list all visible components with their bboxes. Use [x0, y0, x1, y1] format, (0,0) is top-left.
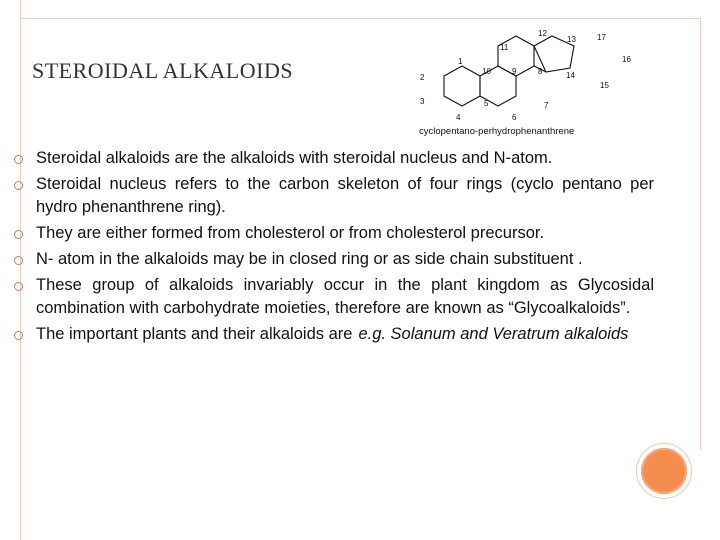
atom-number: 3: [420, 97, 425, 106]
bullet-text: Steroidal nucleus refers to the carbon skeleton of four rings (cyclo pentano per hydro phenanthrene ring).: [36, 175, 654, 216]
atom-number: 5: [484, 99, 489, 108]
list-item: [14, 222, 654, 245]
slide-title: STEROIDAL ALKALOIDS: [32, 58, 294, 83]
atom-number: 10: [482, 67, 491, 76]
bullet-marker-icon: [14, 256, 23, 265]
bullet-text: [36, 323, 654, 346]
bullet-text: They are either formed from cholesterol or from cholesterol precursor.: [36, 224, 545, 242]
bullet-marker-icon: [14, 331, 23, 340]
list-item: [14, 147, 654, 170]
diagram-caption: cyclopentano-perhydrophenanthrene: [419, 126, 575, 137]
atom-number: 4: [456, 113, 461, 122]
steroid-skeleton-svg: [416, 28, 644, 138]
atom-number: 17: [597, 33, 606, 42]
atom-number: 16: [622, 55, 631, 64]
bullet-text-italic-examples: e.g. Solanum and Veratrum alkaloids: [358, 325, 629, 343]
list-item: [14, 323, 654, 346]
atom-number: 11: [500, 43, 509, 52]
ring-a: [444, 66, 480, 106]
atom-number: 12: [538, 29, 547, 38]
atom-number: 8: [538, 67, 543, 76]
right-decorative-rule: [700, 18, 701, 450]
steroid-nucleus-diagram: [416, 28, 644, 138]
list-item: [14, 173, 654, 219]
bullet-marker-icon: [14, 230, 23, 239]
decorative-orange-circle: [641, 448, 687, 494]
bullet-marker-icon: [14, 282, 23, 291]
atom-number: 2: [420, 73, 425, 82]
atom-number: 15: [600, 81, 609, 90]
bullet-text: N- atom in the alkaloids may be in closed ring or as side chain substituent .: [36, 250, 583, 268]
bullet-list: [14, 147, 654, 346]
atom-number: 13: [567, 35, 576, 44]
atom-number: 6: [512, 113, 517, 122]
list-item: [14, 274, 654, 320]
bullet-text: These group of alkaloids invariably occur in the plant kingdom as Glycosidal combination with carbohydrate moieties, therefore are known as “Glycoalkaloids”.: [36, 276, 654, 317]
bullet-marker-icon: [14, 181, 23, 190]
atom-number: 14: [566, 71, 575, 80]
top-decorative-rule: [20, 18, 700, 19]
bullet-text-plain: The important plants and their alkaloids are: [36, 325, 353, 343]
bullet-text: Steroidal alkaloids are the alkaloids with steroidal nucleus and N-atom.: [36, 149, 553, 167]
atom-number: 7: [544, 101, 549, 110]
atom-number: 1: [458, 57, 463, 66]
atom-number: 9: [512, 67, 517, 76]
bullet-marker-icon: [14, 155, 23, 164]
list-item: [14, 248, 654, 271]
